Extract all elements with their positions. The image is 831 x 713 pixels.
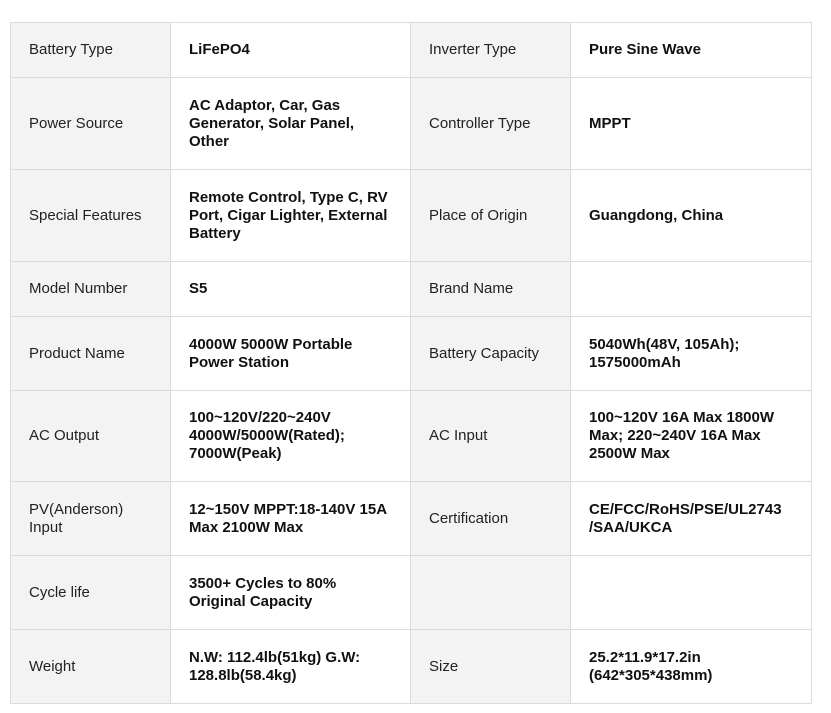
spec-value: 100~120V 16A Max 1800W Max; 220~240V 16A Max 2500W Max <box>571 391 812 482</box>
spec-label: Weight <box>11 630 171 704</box>
spec-value: S5 <box>171 262 411 317</box>
table-row <box>11 23 812 78</box>
spec-label: Controller Type <box>411 78 571 170</box>
table-row <box>11 482 812 556</box>
spec-label: Place of Origin <box>411 170 571 262</box>
table-row <box>11 170 812 262</box>
spec-label: Battery Type <box>11 23 171 78</box>
spec-label: Cycle life <box>11 556 171 630</box>
spec-value <box>571 556 812 630</box>
spec-value: 4000W 5000W Portable Power Station <box>171 317 411 391</box>
spec-value: LiFePO4 <box>171 23 411 78</box>
table-row <box>11 317 812 391</box>
table-row <box>11 556 812 630</box>
table-row <box>11 630 812 704</box>
spec-value: Pure Sine Wave <box>571 23 812 78</box>
spec-value: CE/FCC/RoHS/PSE/UL2743 /SAA/UKCA <box>571 482 812 556</box>
spec-value: N.W: 112.4lb(51kg) G.W: 128.8lb(58.4kg) <box>171 630 411 704</box>
table-row <box>11 262 812 317</box>
spec-value: 12~150V MPPT:18-140V 15A Max 2100W Max <box>171 482 411 556</box>
spec-label: Brand Name <box>411 262 571 317</box>
spec-label: AC Output <box>11 391 171 482</box>
spec-value: 25.2*11.9*17.2in (642*305*438mm) <box>571 630 812 704</box>
spec-label <box>411 556 571 630</box>
spec-value: 3500+ Cycles to 80% Original Capacity <box>171 556 411 630</box>
table-row <box>11 391 812 482</box>
spec-value: 100~120V/220~240V 4000W/5000W(Rated); 7000W(Peak) <box>171 391 411 482</box>
spec-label: Size <box>411 630 571 704</box>
spec-value <box>571 262 812 317</box>
spec-label: PV(Anderson) Input <box>11 482 171 556</box>
table-row <box>11 78 812 170</box>
spec-label: Inverter Type <box>411 23 571 78</box>
spec-table <box>10 22 812 704</box>
spec-label: Product Name <box>11 317 171 391</box>
spec-value: Remote Control, Type C, RV Port, Cigar Lighter, External Battery <box>171 170 411 262</box>
spec-value: 5040Wh(48V, 105Ah); 1575000mAh <box>571 317 812 391</box>
spec-value: Guangdong, China <box>571 170 812 262</box>
spec-label: AC Input <box>411 391 571 482</box>
spec-value: MPPT <box>571 78 812 170</box>
spec-label: Certification <box>411 482 571 556</box>
spec-label: Model Number <box>11 262 171 317</box>
spec-label: Special Features <box>11 170 171 262</box>
spec-label: Power Source <box>11 78 171 170</box>
spec-label: Battery Capacity <box>411 317 571 391</box>
spec-value: AC Adaptor, Car, Gas Generator, Solar Panel, Other <box>171 78 411 170</box>
